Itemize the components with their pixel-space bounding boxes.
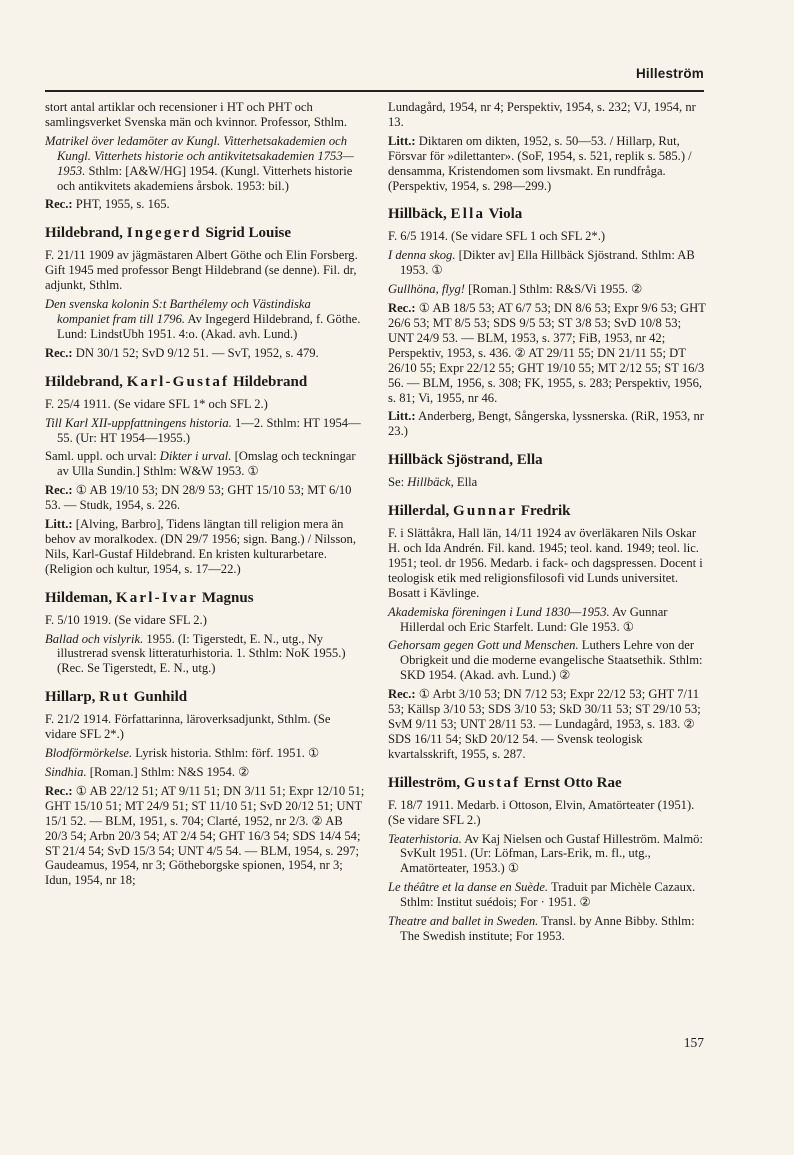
- reviews-text: ① AB 18/5 53; AT 6/7 53; DN 8/6 53; Expr 9/6 53; GHT 26/6 53; MT 8/5 53; SDS 9/5 53; ST 3/8 53; SvD 10/8 53; UNT 24/9 53. — BLM, 1953, s. 377; FiB, 1953, nr 42; Perspektiv, 1953, s. 436. ② AT 29/11 55; DN 21/11 55; DT 26/10 55; Expr 22/12 55; GHT 19/10 55; MT 2/12 55; ST 16/3 56. — BLM, 1956, s. 308; FK, 1955, s. 283; Perspektiv, 1956, s. 81; Vi, 1955, nr 46.: [388, 301, 706, 405]
- literature-line: [45, 517, 365, 577]
- entry-heading: [388, 206, 708, 223]
- literature-label: Litt.:: [45, 517, 73, 532]
- heading-surname: Hilleström,: [388, 774, 464, 791]
- reviews-line: [45, 346, 365, 361]
- heading-first-name: Gunnar: [453, 503, 518, 520]
- work-details: [Roman.] Sthlm: R&S/Vi 1955. ②: [464, 282, 643, 297]
- reviews-line: [45, 784, 365, 888]
- work-details: 1—2. Sthlm: HT 1954—55. (Ur: HT 1954—1955.): [57, 415, 361, 445]
- entry-heading: [45, 225, 365, 242]
- work-title: Sindhia.: [45, 765, 87, 779]
- running-head: Hilleström: [635, 66, 704, 81]
- work-title: Teaterhistoria.: [388, 831, 462, 846]
- literature-text: Diktaren om dikten, 1952, s. 50—53. / Hillarp, Rut, Försvar för »dilettanter». (SoF, 1954, s. 521, replik s. 585.) / densamma, Kristendomen som livsmakt. En rundfråga. (Perspektiv, 1954, s. 298—299.): [388, 133, 692, 193]
- biography: F. 25/4 1911. (Se vidare SFL 1* och SFL 2.): [45, 396, 268, 411]
- see-prefix: Se:: [388, 475, 408, 490]
- reviews-line: [388, 301, 708, 405]
- work-details: 1955. (I: Tigerstedt, E. N., utg., Ny illustrerad svensk litteraturhistoria. 1. Sthlm: NoK 1955.) (Rec. Se Tigerstedt, E. N., utg.): [57, 631, 346, 676]
- bibliography-entry: [45, 746, 365, 761]
- work-title: Matrikel över ledamöter av Kungl. Vitterhetsakademien och Kungl. Vitterhets historie och antikvitetsakademien 1753—1953.: [45, 133, 354, 178]
- heading-first-name: Ella: [450, 206, 486, 223]
- literature-line: [388, 134, 708, 194]
- work-title: Dikter i urval.: [159, 449, 232, 464]
- work-details: [Omslag och teckningar av Ulla Sundin.] Sthlm: W&W 1953. ①: [57, 449, 356, 479]
- heading-surname: Hildeman,: [45, 589, 116, 606]
- reviews-label: Rec.:: [388, 301, 416, 316]
- work-details: Av Ingegerd Hildebrand, f. Göthe. Lund: LindstUbh 1951. 4:o. (Akad. avh. Lund.): [57, 311, 361, 341]
- bibliography-entry: [388, 605, 708, 635]
- work-title: I denna skog.: [388, 248, 456, 263]
- reviews-line: [45, 483, 365, 513]
- reviews-line: [388, 687, 708, 762]
- biography: F. 6/5 1914. (Se vidare SFL 1 och SFL 2*.): [388, 229, 606, 244]
- bibliography-entry: [388, 248, 708, 278]
- work-title: Gullhöna, flyg!: [388, 282, 465, 297]
- header-rule: [45, 90, 704, 92]
- page-number: 157: [683, 1035, 704, 1050]
- entry-heading: [45, 590, 365, 607]
- entry-heading: Hillbäck Sjöstrand, Ella: [388, 452, 543, 469]
- literature-label: Litt.:: [388, 409, 416, 424]
- heading-other-names: Fredrik: [517, 503, 571, 520]
- heading-other-names: Magnus: [198, 589, 254, 606]
- heading-surname: Hildebrand,: [45, 373, 127, 390]
- entry-heading: [45, 374, 365, 391]
- bibliography-entry: [45, 297, 365, 342]
- reviews-label: Rec.:: [45, 197, 73, 212]
- heading-surname: Hillarp,: [45, 689, 100, 706]
- bibliography-entry: [388, 914, 708, 944]
- left-column: [45, 100, 365, 892]
- work-title: Gehorsam gegen Gott und Menschen.: [388, 638, 579, 653]
- bibliography-entry: [45, 416, 365, 446]
- biography: F. i Slättåkra, Hall län, 14/11 1924 av överläkaren Nils Oskar H. och Ida Andrén. Fil. kand. 1945; teol. kand. 1949; teol. lic. 1951; teol. dr 1956. Medarb. i fack- och dagspressen. Docent i teologisk etik med religionsfilosofi vid Lunds universitet. Bosatt i Kävlinge.: [388, 526, 703, 600]
- reviews-text: ① AB 19/10 53; DN 28/9 53; GHT 15/10 53; MT 6/10 53. — Studk, 1954, s. 226.: [45, 483, 352, 513]
- heading-surname: Hillerdal,: [388, 503, 453, 520]
- heading-other-names: Ernst Otto Rae: [520, 774, 622, 791]
- heading-surname: Hillbäck,: [388, 206, 451, 223]
- heading-first-name: Karl-Gustaf: [126, 373, 230, 390]
- reviews-text: DN 30/1 52; SvD 9/12 51. — SvT, 1952, s. 479.: [72, 345, 319, 360]
- heading-first-name: Rut: [99, 689, 130, 706]
- reviews-text: ① Arbt 3/10 53; DN 7/12 53; Expr 22/12 53; GHT 7/11 53; Källsp 3/10 53; SDS 3/10 53; SkD 30/11 53; ST 29/10 53; SvM 9/11 53; UNT 28/11 53. — Lundagård, 1953, s. 183. ② SDS 16/11 54; SkD 20/12 54. — Svensk teologisk kvartalsskrift, 1955, s. 287.: [388, 687, 701, 761]
- bibliography-entry: [45, 632, 365, 677]
- literature-text: Anderberg, Bengt, Sångerska, lyssnerska. (RiR, 1953, nr 23.): [388, 409, 704, 439]
- work-details: [Roman.] Sthlm: N&S 1954. ②: [86, 765, 250, 779]
- see-reference: Hillbäck,: [407, 475, 454, 490]
- heading-first-name: Ingegerd: [126, 225, 202, 242]
- heading-surname: Hildebrand,: [45, 225, 127, 242]
- biography: F. 21/11 1909 av jägmästaren Albert Göthe och Elin Forsberg. Gift 1945 med professor Bengt Hildebrand (se denne). Fil. dr, adjunkt, Sthlm.: [45, 248, 358, 293]
- work-details: Traduit par Michèle Cazaux. Sthlm: Institut suédois; For · 1951. ②: [400, 880, 696, 910]
- paragraph: stort antal artiklar och recensioner i HT och PHT och samlingsverket Svenska män och kvinnor. Professor, Sthlm.: [45, 100, 348, 129]
- heading-other-names: Viola: [485, 206, 523, 223]
- see-suffix: Ella: [453, 475, 478, 490]
- cross-reference: [388, 475, 708, 490]
- bibliography-entry: [388, 638, 708, 683]
- heading-other-names: Gunhild: [129, 689, 188, 706]
- reviews-line: [45, 197, 365, 212]
- entry-heading: [388, 775, 708, 792]
- work-details: [Dikter av] Ella Hillbäck Sjöstrand. Sthlm: AB 1953. ①: [400, 248, 695, 278]
- work-prefix: Saml. uppl. och urval:: [45, 449, 160, 464]
- literature-line: [388, 409, 708, 439]
- biography: F. 18/7 1911. Medarb. i Ottoson, Elvin, Amatörteater (1951). (Se vidare SFL 2.): [388, 797, 695, 827]
- heading-first-name: Karl-Ivar: [115, 589, 199, 606]
- paragraph: Lundagård, 1954, nr 4; Perspektiv, 1954, s. 232; VJ, 1954, nr 13.: [388, 100, 696, 129]
- biography: F. 21/2 1914. Författarinna, läroverksadjunkt, Sthlm. (Se vidare SFL 2*.): [45, 712, 331, 742]
- work-title: Ballad och vislyrik.: [45, 631, 144, 646]
- work-details: Av Kaj Nielsen och Gustaf Hilleström. Malmö: SvKult 1951. (Ur: Löfman, Lars-Erik, m. fl., utg., Amatörteater, 1953.) ①: [400, 831, 703, 876]
- work-title: Till Karl XII-uppfattningens historia.: [45, 415, 232, 430]
- literature-label: Litt.:: [388, 133, 416, 148]
- bibliography-entry: [388, 832, 708, 877]
- work-details: Lyrisk historia. Sthlm: förf. 1951. ①: [132, 746, 320, 761]
- heading-first-name: Gustaf: [463, 774, 521, 791]
- reviews-label: Rec.:: [45, 783, 73, 798]
- literature-text: [Alving, Barbro], Tidens längtan till religion mera än behov av moralkodex. (DN 29/7 1956; sign. Bang.) / Nilsson, Nils, Karl-Gustaf Hildebrand. En kristen kulturarbetare. (Religion och kultur, 1954, s. 17—22.): [45, 517, 356, 576]
- work-details: Sthlm: [A&W/HG] 1954. (Kungl. Vitterhets historie och antikvitets akademiens årsbok. 1953: bil.): [57, 163, 353, 193]
- entry-heading: [45, 689, 365, 706]
- reviews-label: Rec.:: [45, 483, 73, 498]
- work-details: Luthers Lehre von der Obrigkeit und die moderne evangelische Staatsethik. Sthlm: SKD 1954. (Akad. avh. Lund.) ②: [400, 638, 703, 683]
- bibliography-entry: [45, 765, 365, 780]
- heading-other-names: Hildebrand: [229, 373, 308, 390]
- work-title: Theatre and ballet in Sweden.: [388, 914, 539, 929]
- work-details: Transl. by Anne Bibby. Sthlm: The Swedish institute; For 1953.: [400, 914, 695, 943]
- bibliography-entry: [388, 282, 708, 297]
- biography: F. 5/10 1919. (Se vidare SFL 2.): [45, 612, 207, 627]
- work-title: Blodförmörkelse.: [45, 746, 133, 761]
- work-title: Akademiska föreningen i Lund 1830—1953.: [388, 604, 610, 619]
- reviews-label: Rec.:: [45, 345, 73, 360]
- bibliography-entry: [45, 134, 365, 194]
- reviews-text: ① AB 22/12 51; AT 9/11 51; DN 3/11 51; Expr 12/10 51; GHT 15/10 51; MT 24/9 51; ST 11/10 51; SvD 20/12 51; UNT 15/1 52. — BLM, 1951, s. 704; Clarté, 1952, nr 2/3. ② AB 20/3 54; Arbn 20/3 54; AT 2/4 54; GHT 16/3 54; SDS 14/4 54; ST 21/4 54; SvD 15/3 54; UNT 4/5 54. — BLM, 1954, s. 297; Gaudeamus, 1954, nr 3; Götheborgske spionen, 1954, nr 3; Idun, 1954, nr 18;: [45, 783, 365, 888]
- heading-other-names: Sigrid Louise: [201, 225, 291, 242]
- entry-heading: [388, 503, 708, 520]
- reviews-text: PHT, 1955, s. 165.: [72, 197, 170, 212]
- work-title: Den svenska kolonin S:t Barthélemy och Västindiska kompaniet fram till 1796.: [45, 297, 311, 326]
- right-column: [388, 100, 708, 948]
- bibliography-entry: [388, 880, 708, 910]
- reviews-label: Rec.:: [388, 687, 416, 702]
- work-title: Le théâtre et la danse en Suède.: [388, 880, 549, 895]
- bibliography-entry: [45, 449, 365, 479]
- work-details: Av Gunnar Hillerdal och Eric Starfelt. Lund: Gle 1953. ①: [400, 604, 668, 634]
